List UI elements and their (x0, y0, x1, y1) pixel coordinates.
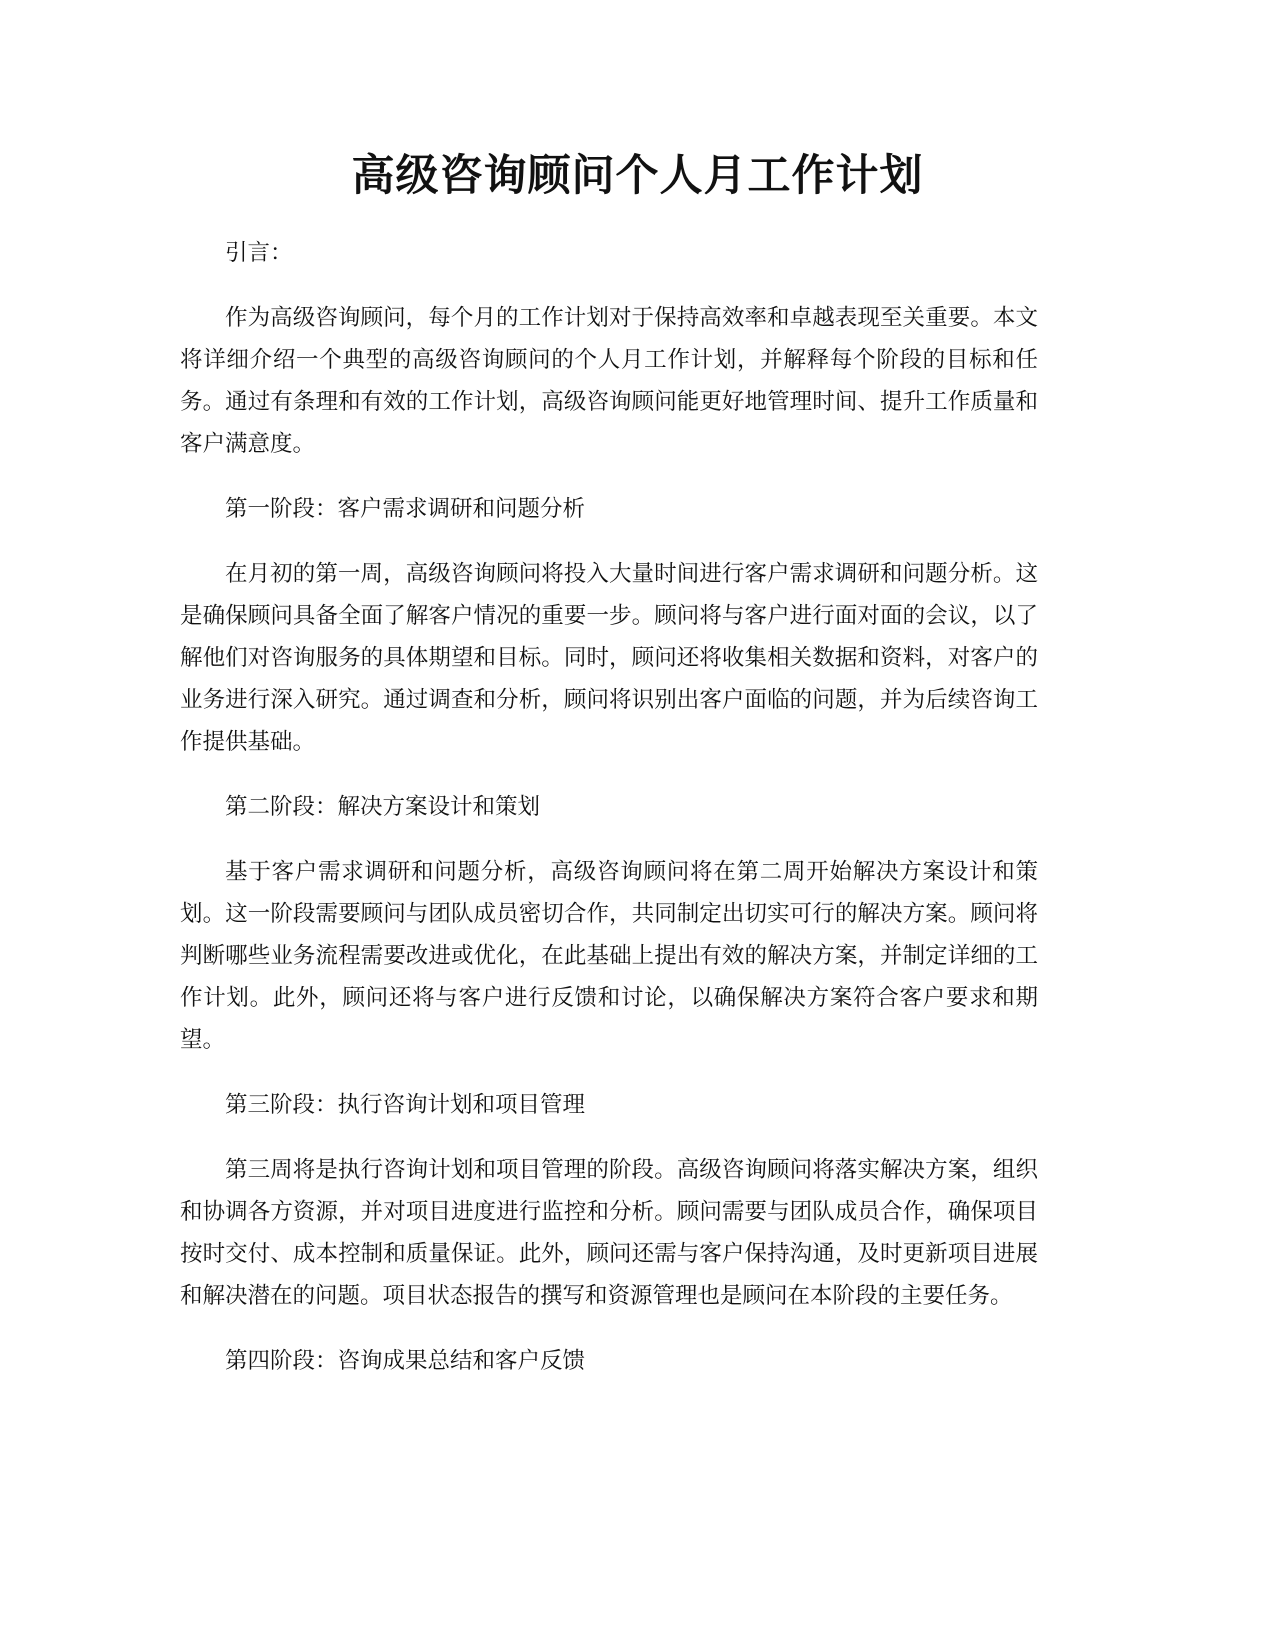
section-paragraph-1: 在月初的第一周，高级咨询顾问将投入大量时间进行客户需求调研和问题分析。这是确保顾问具备全面了解客户情况的重要一步。顾问将与客户进行面对面的会议，以了解他们对咨询服务的具体期望和目标。同时，顾问还将收集相关数据和资料，对客户的业务进行深入研究。通过调查和分析，顾问将识别出客户面临的问题，并为后续咨询工作提供基础。 (180, 561, 1038, 755)
section-heading-2: 第二阶段：解决方案设计和策划 (225, 794, 541, 820)
section-paragraph-3: 第三周将是执行咨询计划和项目管理的阶段。高级咨询顾问将落实解决方案，组织和协调各方资源，并对项目进度进行监控和分析。顾问需要与团队成员合作，确保项目按时交付、成本控制和质量保证。此外，顾问还需与客户保持沟通，及时更新项目进展和解决潜在的问题。项目状态报告的撰写和资源管理也是顾问在本阶段的主要任务。 (180, 1157, 1038, 1309)
section-heading-3: 第三阶段：执行咨询计划和项目管理 (225, 1092, 586, 1118)
document-body (180, 232, 1038, 1405)
section-heading-1: 第一阶段：客户需求调研和问题分析 (225, 496, 586, 522)
intro-label: 引言： (225, 240, 293, 266)
section-paragraph-2: 基于客户需求调研和问题分析，高级咨询顾问将在第二周开始解决方案设计和策划。这一阶段需要顾问与团队成员密切合作，共同制定出切实可行的解决方案。顾问将判断哪些业务流程需要改进或优化，在此基础上提出有效的解决方案，并制定详细的工作计划。此外，顾问还将与客户进行反馈和讨论，以确保解决方案符合客户要求和期望。 (180, 859, 1038, 1053)
section-heading-4: 第四阶段：咨询成果总结和客户反馈 (225, 1348, 586, 1374)
intro-paragraph: 作为高级咨询顾问，每个月的工作计划对于保持高效率和卓越表现至关重要。本文将详细介绍一个典型的高级咨询顾问的个人月工作计划，并解释每个阶段的目标和任务。通过有条理和有效的工作计划，高级咨询顾问能更好地管理时间、提升工作质量和客户满意度。 (180, 305, 1038, 457)
page-title: 高级咨询顾问个人月工作计划 (351, 151, 924, 201)
